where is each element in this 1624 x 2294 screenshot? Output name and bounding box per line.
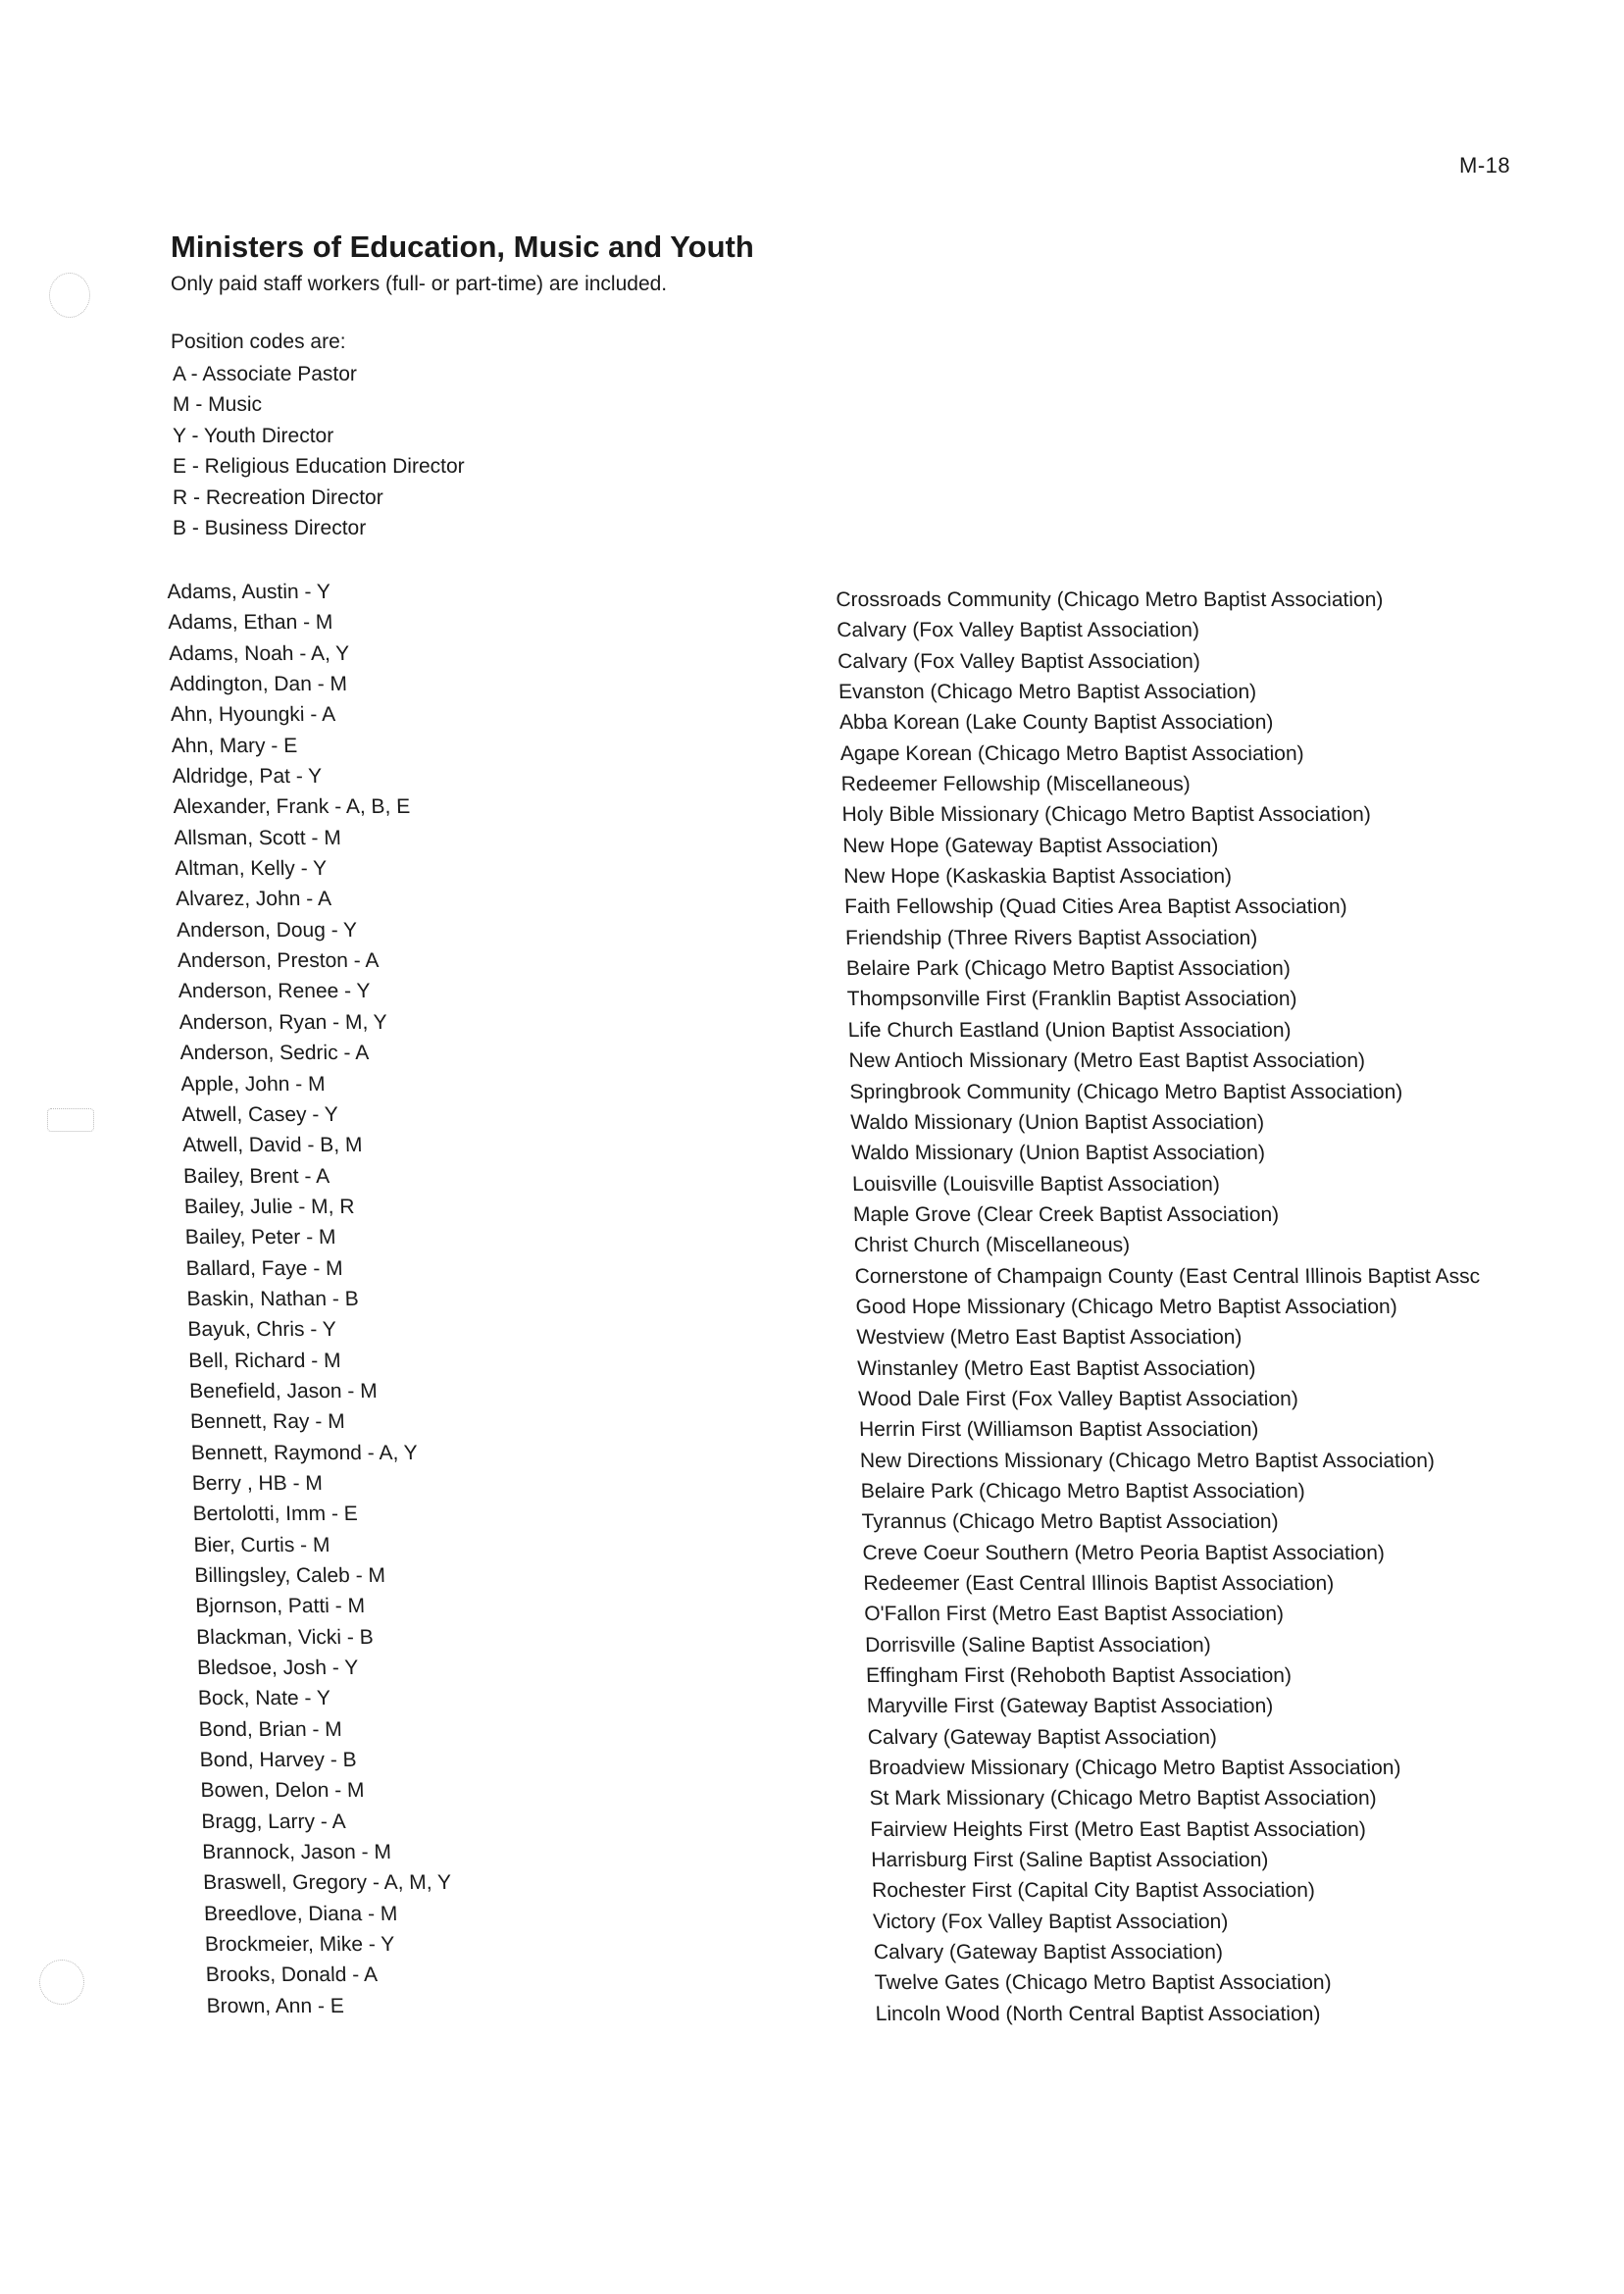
- page-title: Ministers of Education, Music and Youth: [171, 229, 754, 264]
- church-entry: Lincoln Wood (North Central Baptist Association): [875, 2002, 1321, 2025]
- church-entry: Belaire Park (Chicago Metro Baptist Association): [845, 957, 1292, 981]
- church-entry: Calvary (Fox Valley Baptist Association): [837, 649, 1201, 673]
- staff-name-entry: Breedlove, Diana - M: [203, 1902, 398, 1925]
- staff-name-entry: Anderson, Renee - Y: [178, 980, 371, 1003]
- church-entry: Tyrannus (Chicago Metro Baptist Association): [861, 1510, 1279, 1534]
- staff-name-entry: Bowen, Delon - M: [200, 1779, 365, 1803]
- staff-name-entry: Adams, Austin - Y: [167, 581, 331, 603]
- staff-name-entry: Addington, Dan - M: [169, 673, 348, 696]
- church-entry: Dorrisville (Saline Baptist Association): [864, 1633, 1211, 1657]
- staff-name-entry: Ahn, Hyoungki - A: [170, 703, 336, 727]
- church-entry: Louisville (Louisville Baptist Association): [851, 1172, 1221, 1196]
- staff-name-entry: Bond, Brian - M: [198, 1717, 343, 1741]
- church-entry: Crossroads Community (Chicago Metro Baptist Association): [836, 588, 1384, 611]
- church-entry: Good Hope Missionary (Chicago Metro Baptist Association): [855, 1295, 1397, 1318]
- church-entry: Springbrook Community (Chicago Metro Baptist Association): [849, 1080, 1403, 1103]
- church-entry: Harrisburg First (Saline Baptist Association): [871, 1849, 1269, 1872]
- staff-name-entry: Brooks, Donald - A: [205, 1963, 379, 1987]
- staff-name-entry: Adams, Ethan - M: [167, 611, 333, 635]
- staff-name-entry: Ahn, Mary - E: [171, 734, 298, 757]
- scan-artifact: [39, 1960, 84, 2005]
- church-entry: Calvary (Gateway Baptist Association): [867, 1725, 1218, 1749]
- church-entry: New Hope (Kaskaskia Baptist Association): [842, 865, 1233, 889]
- page-subtitle: Only paid staff workers (full- or part-time) are included.: [171, 273, 668, 295]
- staff-name-entry: Brockmeier, Mike - Y: [204, 1933, 395, 1957]
- position-code-item: B - Business Director: [173, 516, 367, 539]
- church-entry: New Hope (Gateway Baptist Association): [842, 834, 1219, 857]
- church-entry: Maple Grove (Clear Creek Baptist Association): [852, 1202, 1280, 1226]
- staff-name-entry: Bayuk, Chris - Y: [187, 1318, 337, 1342]
- church-column: [836, 585, 1500, 2029]
- church-entry: Maryville First (Gateway Baptist Association): [866, 1695, 1274, 1718]
- church-entry: Evanston (Chicago Metro Baptist Association): [837, 681, 1257, 704]
- staff-name-entry: Alvarez, John - A: [175, 888, 332, 911]
- church-entry: Abba Korean (Lake County Baptist Association): [838, 711, 1274, 735]
- staff-name-entry: Bennett, Ray - M: [189, 1410, 345, 1434]
- staff-name-entry: Bailey, Julie - M, R: [183, 1195, 355, 1218]
- position-code-item: E - Religious Education Director: [173, 455, 465, 479]
- staff-name-entry: Bjornson, Patti - M: [195, 1595, 366, 1618]
- staff-name-entry: Brannock, Jason - M: [202, 1841, 392, 1864]
- position-codes-list: [173, 359, 465, 543]
- church-entry: Agape Korean (Chicago Metro Baptist Association): [839, 741, 1304, 765]
- church-entry: Waldo Missionary (Union Baptist Association): [850, 1142, 1266, 1165]
- church-entry: Creve Coeur Southern (Metro Peoria Baptist Association): [862, 1541, 1386, 1564]
- staff-name-entry: Bailey, Peter - M: [184, 1226, 336, 1249]
- church-entry: Broadview Missionary (Chicago Metro Baptist Association): [868, 1757, 1401, 1780]
- staff-name-entry: Alexander, Frank - A, B, E: [173, 795, 411, 819]
- church-entry: Friendship (Three Rivers Baptist Association): [844, 926, 1258, 949]
- church-entry: Cornerstone of Champaign County (East Central Illinois Baptist Assc: [854, 1264, 1481, 1288]
- staff-name-entry: Bragg, Larry - A: [201, 1810, 346, 1833]
- church-entry: Redeemer (East Central Illinois Baptist Association): [863, 1572, 1335, 1595]
- church-entry: Winstanley (Metro East Baptist Association): [856, 1356, 1256, 1380]
- staff-name-entry: Apple, John - M: [180, 1072, 326, 1096]
- staff-name-entry: Allsman, Scott - M: [174, 826, 342, 849]
- staff-name-entry: Anderson, Doug - Y: [176, 918, 358, 942]
- church-entry: Effingham First (Rehoboth Baptist Association): [865, 1664, 1293, 1688]
- staff-name-entry: Bledsoe, Josh - Y: [196, 1657, 359, 1680]
- church-entry: Wood Dale First (Fox Valley Baptist Association): [857, 1387, 1299, 1410]
- church-entry: Life Church Eastland (Union Baptist Association): [847, 1018, 1292, 1042]
- church-entry: Rochester First (Capital City Baptist Association): [871, 1879, 1316, 1903]
- staff-name-entry: Baskin, Nathan - B: [186, 1287, 359, 1310]
- church-entry: Calvary (Fox Valley Baptist Association): [836, 619, 1200, 642]
- staff-name-entry: Bond, Harvey - B: [199, 1749, 357, 1772]
- staff-name-entry: Anderson, Preston - A: [177, 949, 380, 973]
- church-entry: Fairview Heights First (Metro East Baptist Association): [870, 1817, 1367, 1841]
- staff-name-entry: Bock, Nate - Y: [197, 1687, 331, 1710]
- position-code-item: Y - Youth Director: [173, 424, 334, 447]
- staff-name-entry: Atwell, David - B, M: [181, 1134, 363, 1157]
- church-entry: O'Fallon First (Metro East Baptist Association): [864, 1603, 1285, 1626]
- staff-name-entry: Bier, Curtis - M: [193, 1533, 330, 1556]
- church-entry: Calvary (Gateway Baptist Association): [873, 1941, 1224, 1964]
- staff-name-entry: Billingsley, Caleb - M: [194, 1564, 386, 1587]
- position-code-item: M - Music: [173, 393, 262, 417]
- staff-name-entry: Bell, Richard - M: [187, 1349, 341, 1372]
- position-code-item: A - Associate Pastor: [173, 363, 357, 385]
- scan-artifact: [49, 273, 90, 318]
- staff-name-entry: Bennett, Raymond - A, Y: [190, 1441, 419, 1464]
- church-entry: Westview (Metro East Baptist Association): [856, 1326, 1243, 1350]
- church-entry: Redeemer Fellowship (Miscellaneous): [840, 773, 1191, 796]
- staff-name-entry: Bertolotti, Imm - E: [192, 1503, 359, 1526]
- staff-name-entry: Ballard, Faye - M: [185, 1256, 343, 1280]
- staff-name-entry: Adams, Noah - A, Y: [168, 641, 350, 665]
- position-codes-heading: Position codes are:: [171, 331, 346, 353]
- staff-name-entry: Aldridge, Pat - Y: [172, 765, 323, 789]
- church-entry: Victory (Fox Valley Baptist Association): [872, 1910, 1229, 1933]
- staff-names-column: [167, 577, 455, 2021]
- position-code-item: R - Recreation Director: [173, 485, 383, 509]
- staff-name-entry: Atwell, Casey - Y: [180, 1102, 339, 1126]
- church-entry: Belaire Park (Chicago Metro Baptist Association): [860, 1479, 1306, 1503]
- staff-name-entry: Braswell, Gregory - A, M, Y: [202, 1871, 452, 1895]
- church-entry: Christ Church (Miscellaneous): [853, 1234, 1131, 1257]
- staff-name-entry: Brown, Ann - E: [206, 1994, 345, 2017]
- church-entry: New Directions Missionary (Chicago Metro Baptist Association): [859, 1449, 1436, 1472]
- church-entry: Holy Bible Missionary (Chicago Metro Baptist Association): [841, 803, 1372, 827]
- staff-name-entry: Blackman, Vicki - B: [195, 1625, 375, 1649]
- page-number: M-18: [1459, 153, 1511, 178]
- church-entry: Faith Fellowship (Quad Cities Area Baptist Association): [843, 895, 1347, 919]
- church-entry: New Antioch Missionary (Metro East Baptist Association): [848, 1049, 1366, 1073]
- church-entry: Waldo Missionary (Union Baptist Association): [849, 1110, 1265, 1134]
- staff-name-entry: Berry , HB - M: [191, 1471, 324, 1495]
- church-entry: Thompsonville First (Franklin Baptist Association): [846, 988, 1297, 1011]
- church-entry: Twelve Gates (Chicago Metro Baptist Association): [874, 1971, 1332, 1995]
- staff-name-entry: Anderson, Sedric - A: [179, 1042, 370, 1065]
- church-entry: Herrin First (Williamson Baptist Association): [858, 1418, 1259, 1442]
- staff-name-entry: Bailey, Brent - A: [182, 1164, 330, 1188]
- staff-name-entry: Altman, Kelly - Y: [174, 857, 328, 881]
- scan-artifact: [47, 1108, 94, 1132]
- staff-name-entry: Benefield, Jason - M: [188, 1379, 378, 1402]
- staff-name-entry: Anderson, Ryan - M, Y: [178, 1010, 388, 1034]
- church-entry: St Mark Missionary (Chicago Metro Baptist Association): [869, 1787, 1377, 1810]
